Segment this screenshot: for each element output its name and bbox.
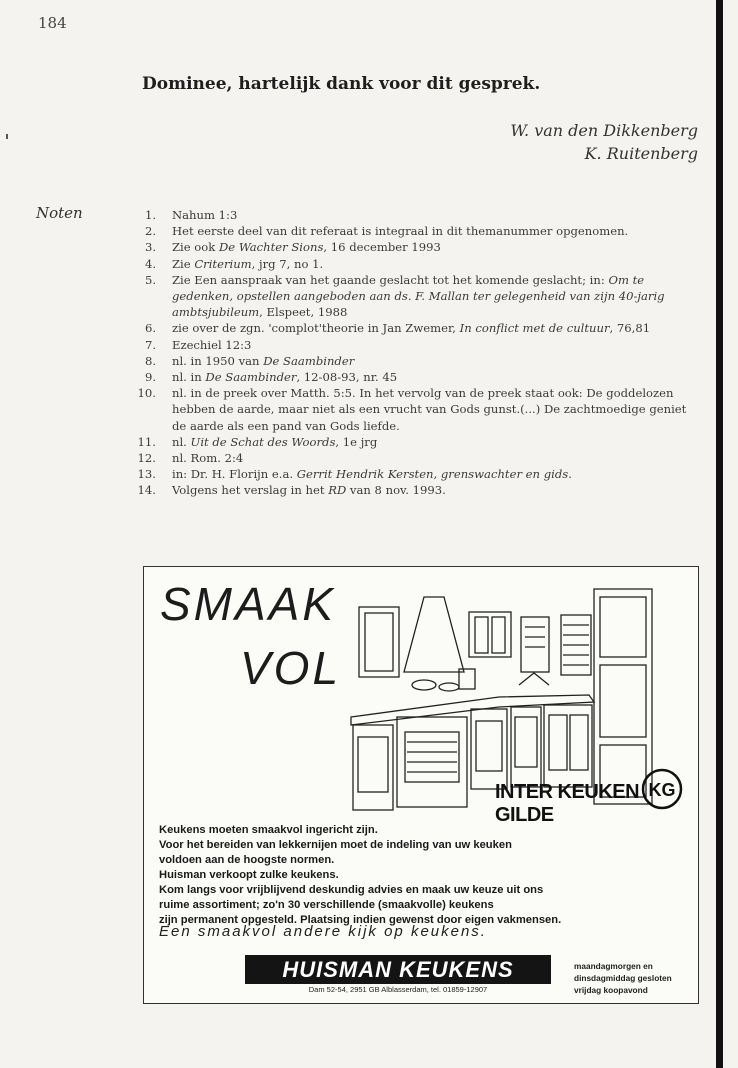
note-text: , 76,81: [609, 321, 651, 336]
note-title: Uit de Schat des Woords: [190, 434, 336, 449]
closing-line: Dominee, hartelijk dank voor dit gesprek.: [142, 74, 541, 94]
ad-body-line: Kom langs voor vrijblijvend deskundig advies en maak uw keuze uit ons: [159, 884, 544, 896]
note-item: [134, 337, 700, 353]
note-number: 1.: [144, 208, 156, 222]
note-item: [134, 223, 700, 239]
note-number: 9.: [144, 370, 156, 385]
note-text: , Elspeet, 1988: [259, 305, 348, 320]
note-title: Om te gedenken, opstellen aangeboden aan ds. F. Mallan ter gelegenheid van zijn 40-jarig ambtsjubileum: [172, 272, 665, 320]
note-item: [134, 353, 700, 369]
note-number: 13.: [137, 467, 156, 482]
note-item: [134, 239, 700, 255]
page-edge-shadow: [716, 0, 723, 1068]
badge-text: KG: [648, 780, 676, 800]
note-number: 14.: [137, 483, 156, 498]
note-text: Zie ook: [172, 240, 219, 255]
inter-keukengilde-logo: INTER KEUKEN GILDE: [495, 781, 640, 826]
note-text: , 16 december 1993: [323, 240, 441, 255]
note-item: [134, 450, 700, 466]
note-text: Nahum 1:3: [172, 208, 238, 222]
note-text: nl. in 1950 van: [172, 353, 264, 368]
note-item: [134, 466, 700, 482]
ad-headline: SMAAK: [160, 578, 337, 630]
hours-line: vrijdag koopavond: [574, 985, 648, 995]
note-text: Zie: [172, 256, 195, 271]
ad-headline: VOL: [240, 642, 342, 694]
note-text: Zie Een aanspraak van het gaande geslacht tot het komende geslacht; in:: [172, 272, 609, 287]
notes-heading: Noten: [36, 204, 83, 222]
note-title: In conflict met de cultuur: [459, 321, 610, 336]
note-text: Volgens het verslag in het: [172, 483, 329, 498]
note-number: 11.: [137, 434, 156, 449]
ad-body-line: voldoen aan de hoogste normen.: [159, 854, 335, 866]
note-number: 4.: [144, 256, 156, 271]
notes-list: [134, 207, 700, 499]
note-item: [134, 207, 700, 223]
note-text: nl.: [172, 434, 191, 449]
author-name: K. Ruitenberg: [584, 144, 698, 163]
note-title: De Saambinder: [263, 353, 355, 368]
note-item: [134, 272, 700, 321]
note-text: , 12-08-93, nr. 45: [296, 370, 398, 385]
note-title: Gerrit Hendrik Kersten, grenswachter en gids: [296, 467, 569, 482]
advertisement: [143, 566, 699, 1004]
note-text: .: [568, 467, 572, 482]
note-text: nl. in de preek over Matth. 5:5. In het vervolg van de preek staat ook: De goddelozen hebben de aarde, maar niet als een vrucht van Gods gunst.(...) De zachtmoedige geniet de aarde als een pand van Gods liefde.: [172, 386, 687, 433]
brand-banner: HUISMAN KEUKENS: [245, 955, 551, 984]
note-item: [134, 256, 700, 272]
note-text: Het eerste deel van dit referaat is integraal in dit themanummer opgenomen.: [172, 224, 629, 239]
note-number: 7.: [144, 337, 156, 352]
note-number: 5.: [144, 272, 156, 287]
ad-body-text: [159, 823, 561, 928]
note-item: [134, 434, 700, 450]
note-title: De Wachter Sions: [218, 240, 324, 255]
note-item: [134, 482, 700, 498]
note-text: , 1e jrg: [335, 434, 378, 449]
ad-body-line: Keukens moeten smaakvol ingericht zijn.: [159, 824, 378, 836]
store-address: Dam 52-54, 2951 GB Alblasserdam, tel. 01859-12907: [308, 985, 488, 994]
note-text: , jrg 7, no 1.: [251, 256, 324, 271]
note-number: 8.: [144, 353, 156, 368]
note-text: zie over de zgn. 'complot'theorie in Jan Zwemer,: [172, 321, 460, 336]
note-text: in: Dr. H. Florijn e.a.: [172, 467, 297, 482]
note-title: De Saambinder: [205, 370, 297, 385]
note-text: van 8 nov. 1993.: [346, 483, 446, 498]
note-item: [134, 369, 700, 385]
note-item: [134, 320, 700, 336]
page-number: 184: [38, 14, 67, 32]
margin-mark: [6, 134, 8, 139]
ad-body-line: Huisman verkoopt zulke keukens.: [159, 869, 339, 881]
note-number: 3.: [144, 240, 156, 255]
note-text: Ezechiel 12:3: [172, 337, 252, 352]
hours-line: maandagmorgen en: [574, 961, 653, 971]
hours-line: dinsdagmiddag gesloten: [574, 973, 672, 983]
opening-hours: [574, 960, 672, 996]
note-title: Criterium: [194, 256, 252, 271]
note-title: RD: [328, 483, 347, 498]
ad-body-line: Voor het bereiden van lekkernijen moet de indeling van uw keuken: [159, 839, 512, 851]
note-text: nl. Rom. 2:4: [172, 451, 244, 466]
note-number: 12.: [137, 451, 156, 466]
keukengilde-badge-icon: [640, 767, 684, 811]
ad-slogan: Een smaakvol andere kijk op keukens.: [159, 923, 487, 940]
ad-body-line: zijn permanent opgesteld. Plaatsing indien gewenst door eigen vakmensen.: [159, 914, 562, 926]
note-number: 10.: [137, 386, 156, 401]
note-item: [134, 385, 700, 434]
ad-body-line: ruime assortiment; zo'n 30 verschillende (smaakvolle) keukens: [159, 899, 494, 911]
author-name: W. van den Dikkenberg: [510, 121, 698, 140]
note-number: 6.: [144, 321, 156, 336]
note-text: nl. in: [172, 370, 206, 385]
note-number: 2.: [144, 224, 156, 239]
